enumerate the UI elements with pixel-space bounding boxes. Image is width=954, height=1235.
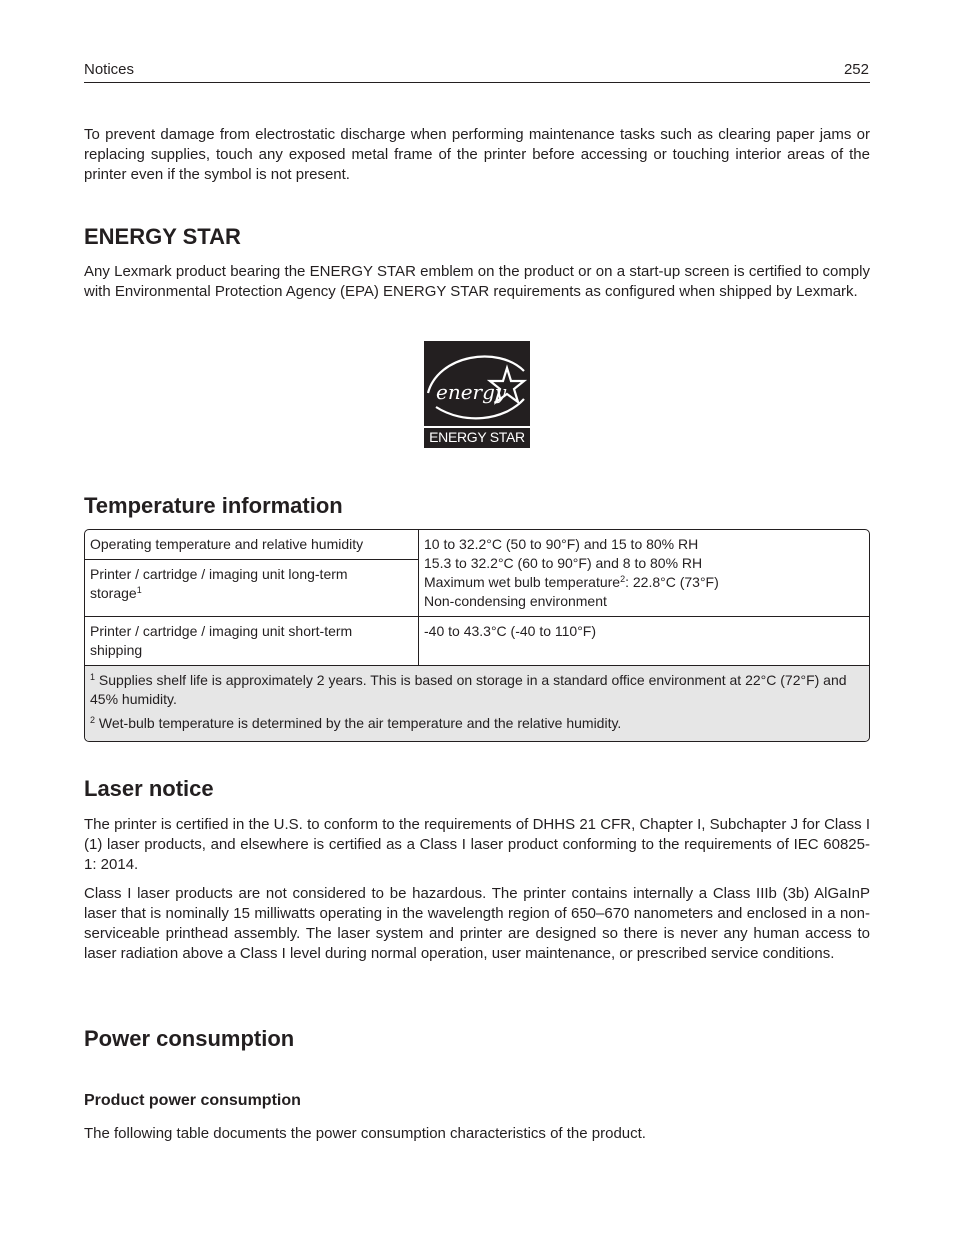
table-row xyxy=(85,617,869,666)
header-section-title: Notices xyxy=(84,61,135,78)
table-footnotes xyxy=(85,666,869,741)
energy-star-logo-label: ENERGY STAR xyxy=(424,426,530,446)
energy-star-paragraph: Any Lexmark product bearing the ENERGY STAR emblem on the product or on a start-up screen is certified to comply with Environmental Protection Agency (EPA) ENERGY STAR requirements as configured when shipped by Lexmark. xyxy=(84,263,870,300)
table-row xyxy=(85,530,869,560)
shipping-value-cell xyxy=(419,617,869,666)
storage-label-cell xyxy=(85,560,419,617)
footnote-1 xyxy=(90,671,864,709)
footnote-number: 2 xyxy=(90,715,96,725)
wet-bulb-label: Maximum wet bulb temperature xyxy=(424,574,621,590)
laser-paragraph-2: Class I laser products are not considered to be hazardous. The printer contains internally a Class IIIb (3b) AlGaInP laser that is nominally 15 milliwatts operating in the wavelength region of 650–670 nanometers and enclosed in a non-serviceable printhead assembly. The laser system and printer are designed so there is never any human access to laser radiation above a Class I level during normal operation, user maintenance, or prescribed service conditions. xyxy=(84,885,870,962)
product-power-subheading: Product power consumption xyxy=(84,1092,301,1109)
footnote-ref: 1 xyxy=(136,585,142,595)
energy-script-text: energy xyxy=(436,380,507,404)
value-line: 10 to 32.2°C (50 to 90°F) and 15 to 80% RH xyxy=(424,536,699,552)
shipping-label: Printer / cartridge / imaging unit short-term shipping xyxy=(90,623,353,658)
power-consumption-heading: Power consumption xyxy=(84,1026,295,1051)
shipping-label-cell xyxy=(85,617,419,666)
laser-notice-heading: Laser notice xyxy=(84,776,214,801)
footnote-number: 1 xyxy=(90,672,96,682)
page-number: 252 xyxy=(843,61,869,78)
energy-star-emblem-icon xyxy=(424,341,530,428)
power-paragraph: The following table documents the power consumption characteristics of the product. xyxy=(84,1125,646,1142)
energy-star-heading: ENERGY STAR xyxy=(84,224,241,249)
operating-storage-values-cell xyxy=(419,530,869,617)
temperature-table xyxy=(84,529,870,742)
laser-paragraph-1: The printer is certified in the U.S. to conform to the requirements of DHHS 21 CFR, Chapter I, Subchapter J for Class I (1) laser products, and elsewhere is certified as a Class I laser product conforming to the requirements of IEC 60825-1: 2014. xyxy=(84,816,870,873)
esd-paragraph: To prevent damage from electrostatic discharge when performing maintenance tasks such as clearing paper jams or replacing supplies, touch any exposed metal frame of the printer before accessing or touching interior areas of the printer even if the symbol is not present. xyxy=(84,126,870,183)
footnote-ref: 2 xyxy=(620,574,626,584)
operating-label: Operating temperature and relative humidity xyxy=(90,536,364,552)
header-divider xyxy=(84,82,870,83)
wet-bulb-value: : 22.8°C (73°F) xyxy=(625,574,719,590)
footnote-text: Supplies shelf life is approximately 2 years. This is based on storage in a standard office environment at 22°C (72°F) and 45% humidity. xyxy=(90,672,847,707)
shipping-value: -40 to 43.3°C (-40 to 110°F) xyxy=(424,623,597,639)
operating-label-cell xyxy=(85,530,419,560)
footnote-text: Wet-bulb temperature is determined by the air temperature and the relative humidity. xyxy=(98,715,622,731)
footnote-2 xyxy=(90,714,864,733)
value-line: 15.3 to 32.2°C (60 to 90°F) and 8 to 80% RH xyxy=(424,555,703,571)
value-line: Non-condensing environment xyxy=(424,593,607,609)
storage-label: Printer / cartridge / imaging unit long-term storage xyxy=(90,566,348,601)
temperature-heading: Temperature information xyxy=(84,493,343,518)
table-row xyxy=(85,666,869,741)
value-line xyxy=(424,573,864,592)
energy-star-logo xyxy=(424,341,530,448)
